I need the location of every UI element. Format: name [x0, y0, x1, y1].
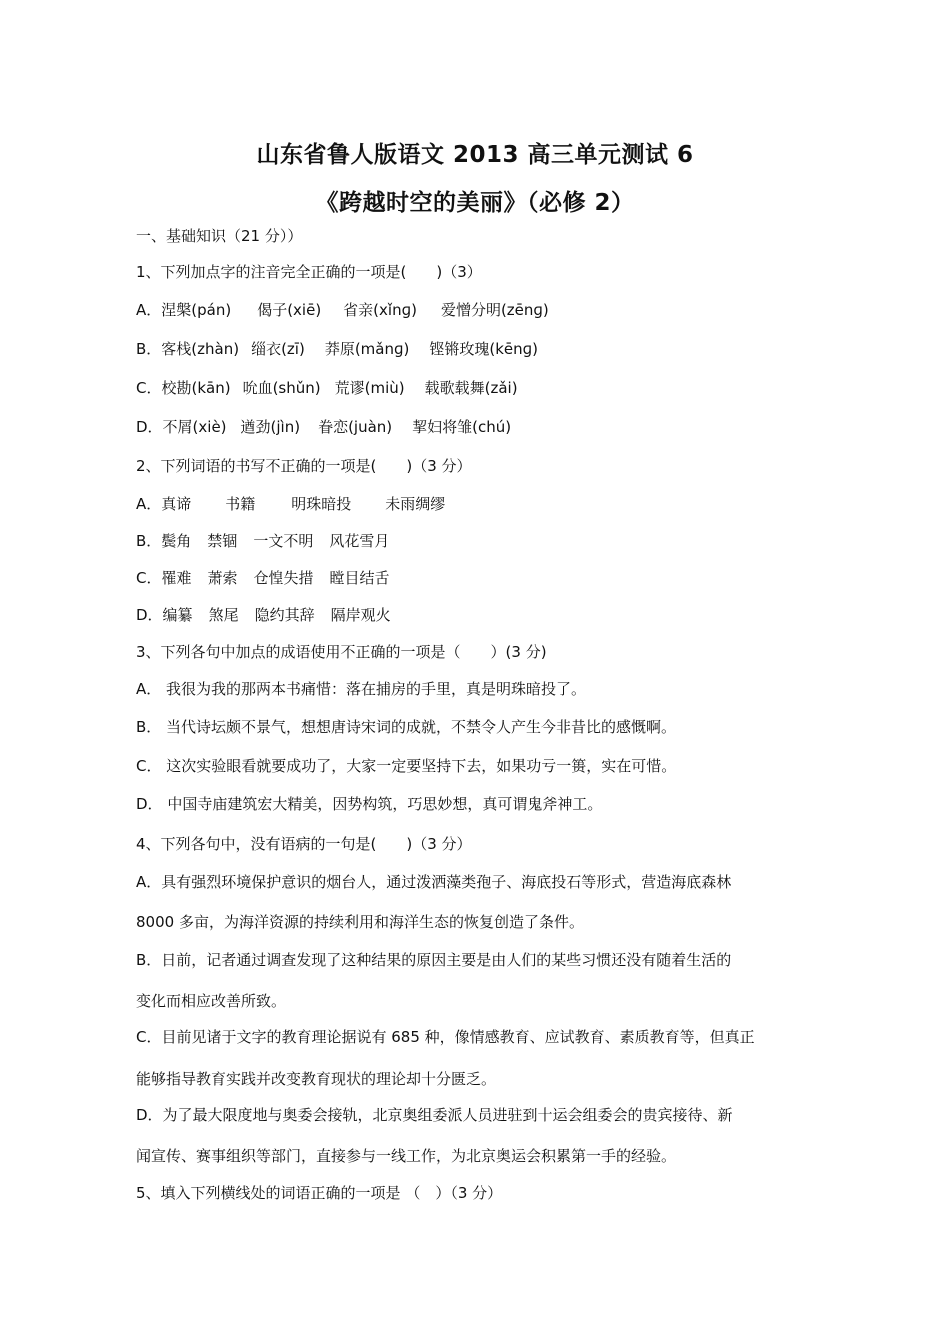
option-term: 一文不明	[253, 532, 314, 550]
question-4-option-c-line1: C．目前见诸于文字的教育理论据说有 685 种，像情感教育、应试教育、素质教育等，但真正	[136, 1028, 755, 1046]
question-4-stem: 4、下列各句中，没有语病的一句是( )（3 分）	[136, 835, 472, 853]
question-3-option-b: B． 当代诗坛颇不景气，想想唐诗宋词的成就，不禁令人产生今非昔比的感慨啊。	[136, 718, 677, 736]
question-1-option-c	[136, 378, 518, 398]
question-4-option-b-line2: 变化而相应改善所致。	[136, 992, 287, 1010]
option-term: 仓惶失措	[253, 569, 314, 587]
question-2-option-c	[136, 568, 390, 588]
option-term: B．鬓角	[136, 532, 192, 550]
option-term: 莽原(mǎnɡ)	[324, 340, 410, 358]
question-1-option-b	[136, 339, 538, 359]
option-term: 遒劲(jìn)	[240, 418, 301, 436]
question-2-stem: 2、下列词语的书写不正确的一项是( )（3 分）	[136, 457, 472, 475]
question-2-option-d	[136, 605, 391, 625]
question-4-option-a-line2: 8000 多亩，为海洋资源的持续利用和海洋生态的恢复创造了条件。	[136, 913, 584, 931]
option-term: 铿锵玫瑰(kēnɡ)	[429, 340, 539, 358]
option-term: 风花雪月	[329, 532, 390, 550]
option-term: 隐约其辞	[254, 606, 315, 624]
question-5-stem: 5、填入下列横线处的词语正确的一项是 （ ）（3 分）	[136, 1184, 503, 1202]
question-1-option-d	[136, 417, 511, 437]
option-term: 载歌载舞(zǎi)	[424, 379, 518, 397]
option-term: C．校勘(kān)	[136, 379, 231, 397]
option-term: 明珠暗投	[291, 495, 352, 513]
option-term: 偈子(xiē)	[257, 301, 322, 319]
question-3-option-d: D． 中国寺庙建筑宏大精美，因势构筑，巧思妙想，真可谓鬼斧神工。	[136, 795, 603, 813]
option-term: 瞠目结舌	[329, 569, 390, 587]
option-term: C．罹难	[136, 569, 192, 587]
question-2-option-a	[136, 494, 445, 514]
option-term: 禁锢	[207, 532, 238, 550]
option-term: 省亲(xǐnɡ)	[343, 301, 417, 319]
document-title: 山东省鲁人版语文 2013 高三单元测试 6	[256, 142, 694, 168]
section-heading: 一、基础知识（21 分））	[136, 227, 303, 245]
document-subtitle: 《跨越时空的美丽》（必修 2）	[315, 190, 635, 216]
option-term: 书籍	[225, 495, 256, 513]
option-term: 挈妇将雏(chú)	[412, 418, 512, 436]
option-term: B．客栈(zhàn)	[136, 340, 240, 358]
question-1-stem: 1、下列加点字的注音完全正确的一项是( )（3）	[136, 263, 482, 281]
option-term: 眷恋(juàn)	[318, 418, 393, 436]
question-4-option-c-line2: 能够指导教育实践并改变教育现状的理论却十分匮乏。	[136, 1070, 497, 1088]
option-term: 萧索	[207, 569, 238, 587]
question-4-option-d-line2: 闻宣传、赛事组织等部门，直接参与一线工作，为北京奥运会积累第一手的经验。	[136, 1147, 677, 1165]
option-term: 煞尾	[208, 606, 239, 624]
option-term: 隔岸观火	[330, 606, 391, 624]
question-4-option-d-line1: D．为了最大限度地与奥委会接轨，北京奥组委派人员进驻到十运会组委会的贵宾接待、新	[136, 1106, 733, 1124]
option-term: A．涅槃(pán)	[136, 301, 232, 319]
option-term: 未雨绸缪	[385, 495, 446, 513]
option-term: D．不屑(xiè)	[136, 418, 227, 436]
question-3-option-a: A． 我很为我的那两本书痛惜：落在捕房的手里，真是明珠暗投了。	[136, 680, 587, 698]
option-term: 爱憎分明(zēnɡ)	[440, 301, 549, 319]
option-term: 缁衣(zī)	[251, 340, 305, 358]
question-2-option-b	[136, 531, 389, 551]
question-3-option-c: C． 这次实验眼看就要成功了，大家一定要坚持下去，如果功亏一篑，实在可惜。	[136, 757, 677, 775]
question-4-option-b-line1: B．日前，记者通过调查发现了这种结果的原因主要是由人们的某些习惯还没有随着生活的	[136, 951, 732, 969]
question-1-option-a	[136, 300, 549, 320]
option-term: 荒谬(miù)	[334, 379, 405, 397]
option-term: A．真谛	[136, 495, 192, 513]
option-term: 吮血(shǔn)	[242, 379, 321, 397]
question-4-option-a-line1: A．具有强烈环境保护意识的烟台人，通过泼洒藻类孢子、海底投石等形式，营造海底森林	[136, 873, 732, 891]
option-term: D．编纂	[136, 606, 193, 624]
question-3-stem: 3、下列各句中加点的成语使用不正确的一项是（ ）(3 分)	[136, 643, 547, 661]
